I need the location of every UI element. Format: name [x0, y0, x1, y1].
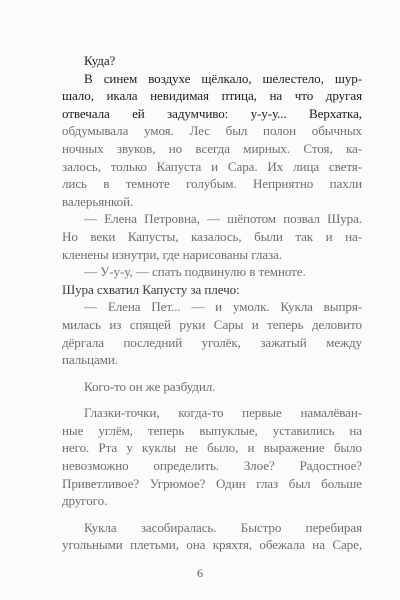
- text-line: обдумывала умоя. Лес был полон обычных: [62, 123, 362, 139]
- text-line: милась из спящей руки Сары и теперь деловито: [62, 316, 362, 332]
- paragraph-gap: [62, 395, 362, 404]
- text-line: шало, икала невидимая птица, на что другая: [62, 88, 362, 104]
- text-line: другого.: [62, 493, 108, 509]
- text-line: — Елена Петровна, — шёпотом позвал Шура.: [84, 211, 362, 227]
- text-line: Приветливое? Угрюмое? Один глаз был больше: [62, 475, 362, 491]
- text-line: лись в темноте голубым. Неприятно пахли: [62, 176, 362, 192]
- text-line: кленены изнутри, где нарисованы глаза.: [62, 246, 282, 262]
- text-line: ночных звуков, но всегда мирных. Стоя, ка-: [62, 140, 362, 156]
- text-line: Кого-то он же разбудил.: [84, 378, 216, 394]
- text-line: пальцами.: [62, 352, 118, 368]
- text-line: В синем воздухе щёлкало, шелестело, шур-: [84, 70, 362, 86]
- text-line: валерьянкой.: [62, 193, 134, 209]
- text-line: ные углём, теперь выпуклые, уставились на: [62, 422, 362, 438]
- text-line: Куда?: [84, 53, 116, 68]
- text-line: невозможно определить. Злое? Радостное?: [62, 458, 362, 474]
- text-line: — Елена Пет... — и умолк. Кукла выпря-: [84, 299, 362, 315]
- text-line: залось, только Капуста и Сара. Их лица светя-: [62, 158, 362, 174]
- paragraph-gap: [62, 369, 362, 378]
- text-line: Но веки Капусты, казалось, были так и на-: [62, 228, 362, 244]
- text-line: Кукла засобиралась. Быстро перебирая: [84, 519, 362, 535]
- body-text: [62, 52, 362, 554]
- page-number: 6: [197, 566, 203, 580]
- text-line: дёргала последний уголёк, зажатый между: [62, 334, 362, 350]
- text-line: Глазки-точки, когда-то первые намалёван-: [84, 405, 362, 421]
- text-line: Шура схватил Капусту за плечо:: [62, 281, 240, 297]
- text-line: — У-у-у, — спать подвинулю в темноте.: [84, 264, 306, 280]
- text-line: отвечала ей задумчиво: у-у-у... Верхатка,: [62, 105, 362, 121]
- paragraph-gap: [62, 510, 362, 519]
- text-line: него. Рта у куклы не было, и выражение было: [62, 440, 362, 456]
- text-line: угольными плетьми, она кряхтя, обежала на Саре,: [62, 537, 362, 553]
